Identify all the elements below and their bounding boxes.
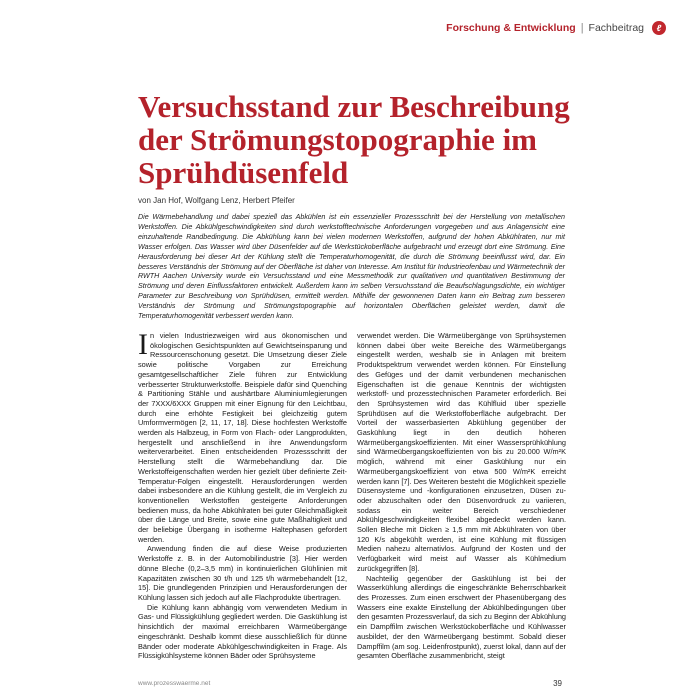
page-number: 39 bbox=[553, 679, 562, 688]
body-column-right bbox=[357, 331, 566, 661]
section-header bbox=[446, 21, 666, 35]
body-paragraph: Anwendung finden die auf diese Weise produzierten Werkstoffe z. B. in der Automobilindustrie [3]. Hier werden dünne Bleche (0,2–3,5 mm) in kontinuierlichen Glühlinien mit Kapazitäten zwischen 30 t/h und 125 t/h wärmebehandelt [12, 15]. Die grundlegenden Prinzipien und Herausforderungen der Kühlung lassen sich jedoch auf alle Flachprodukte übertragen. bbox=[138, 544, 347, 602]
drop-cap: I bbox=[138, 328, 148, 361]
header-category: Forschung & Entwicklung bbox=[446, 22, 576, 34]
body-paragraph bbox=[138, 328, 347, 544]
body-column-left bbox=[138, 328, 347, 661]
paragraph-text: n vielen Industriezweigen wird aus ökonomischen und ökologischen Gesichtspunkten auf Gewichtseinsparung und Ressourcenschonung gesetzt. Die Umsetzung dieser Ziele sowie politische Vorgaben zur Erreichung gesamtgesellschaftlicher Ziele führen zur Entwicklung verbesserter Strukturwerkstoffe. Beispiele dafür sind Quenching & Partitioning Stähle und aushärtbare Aluminiumlegierungen der 7XXX/6XXX Gruppen mit einer Eignung für den Leichtbau, durch eine erhöhte Festigkeit bei gleichzeitig gutem Umformvermögen [2, 11, 17, 18]. Diese hochfesten Werkstoffe werden als Halbzeug, in Form von Flach- oder Langprodukten, hergestellt und anschließend in ihre Anwendungsform weiterverarbeitet. Einen entscheidenden Prozessschritt der Herstellung stellt die Wärmebehandlung dar. Die Werkstoffeigenschaften werden hier gezielt über definierte Zeit-Temperatur-Folgen eingestellt. Herausforderungen werden dabei insbesondere an die Kühlung gestellt, die im Vergleich zu konventionellen Werkstoffen gesteigerte Anforderungen bedienen muss, da hohe Abkühlraten bei guter Gleichmäßigkeit über die Länge und Breite, sowie eine gute Maßhaltigkeit und der beliebige Übergang in isotherme Haltephasen gefordert werden. bbox=[138, 331, 347, 544]
body-paragraph: verwendet werden. Die Wärmeübergänge von Sprühsystemen können dabei über weite Bereiche des Wärmeübergangs eingestellt werden, weshalb sie in Anlagen mit breitem Produktspektrum verwendet werden können. Für Einstellung des Gefüges und der damit verbundenen mechanischen Eigenschaften ist die genaue Kenntnis der wichtigsten werkstoff- und prozesstechnischen Parameter erforderlich. Bei den Sprühsystemen wird das Kühlfluid über spezielle Sprühdüsen auf die Werkstoffoberfläche aufgebracht. Der Vorteil der wasserbasierten Abkühlung gegenüber der Gaskühlung liegt in den deutlich höheren Wärmeübergangskoeffizienten. Mit einer Wassersprühkühlung sind Wärmeübergangskoeffizienten von bis zu 20.000 W/m²K möglich, während mit einer Gaskühlung nur ein Wärmeübergangskoeffizient von etwa 500 W/m²K erreicht werden kann [7]. Des Weiteren besteht die Möglichkeit spezielle Düsensysteme und -konfigurationen einzusetzen, Düsen zu- oder abzuschalten oder den Düsenvordruck zu variieren, sodass ein weiter Bereich verschiedener Abkühlgeschwindigkeiten flexibel abgedeckt werden kann. Sollen Bleche mit Dicken ≥ 1,5 mm mit Abkühlraten von über 120 K/s abgekühlt werden, ist eine Kühlung mit flüssigen Medien nahezu alternativlos. Aufgrund der Kosten und der Verfügbarkeit wird meist auf Wasser als Kühlmedium zurückgegriffen [8]. bbox=[357, 331, 566, 573]
footer-url: www.prozesswaerme.net bbox=[138, 680, 211, 687]
body-paragraph: Nachteilig gegenüber der Gaskühlung ist bei der Wasserkühlung allerdings die eingeschränkte Beherrschbarkeit des Prozesses. Zum einen erschwert der Phasenübergang des Wassers eine exakte Einstellung der Abkühlbedingungen über den gesamten Prozessverlauf, da sich zu Beginn der Abkühlung ein Dampffilm zwischen Werkstückoberfläche und Kühlwasser ausbildet, der den Wärmeübergang bestimmt. Sobald dieser Dampffilm (am sog. Leidenfrostpunkt), zuerst lokal, dann auf der gesamten Oberfläche zusammenbricht, steigt bbox=[357, 573, 566, 661]
publication-logo-icon: ℓ bbox=[652, 21, 666, 35]
body-paragraph: Die Kühlung kann abhängig vom verwendeten Medium in Gas- und Flüssigkühlung gegliedert werden. Die Gaskühlung ist hinsichtlich der maximal erreichbaren Wärmeübergänge eingeschränkt. Deshalb kommt diese ausschließlich für dünne Bänder oder moderate Abkühlgeschwindigkeiten in Frage. Als Flüssigkühlsysteme können Bäder oder Sprühsysteme bbox=[138, 602, 347, 661]
header-type: Fachbeitrag bbox=[588, 22, 644, 34]
article-authors: von Jan Hof, Wolfgang Lenz, Herbert Pfeifer bbox=[138, 196, 295, 205]
header-separator: | bbox=[580, 22, 584, 34]
article-title: Versuchsstand zur Beschreibung der Strömungstopographie im Sprühdüsenfeld bbox=[138, 89, 570, 190]
article-abstract: Die Wärmebehandlung und dabei speziell das Abkühlen ist ein essenzieller Prozessschritt bei der Herstellung von metallischen Werkstoffen. Die Abkühlgeschwindigkeiten sind durch werkstofftechnische Anforderungen vorgegeben und aus Anlagensicht eine einzuhaltende Randbedingung. Die Abkühlung kann bei vielen modernen Werkstoffen, aufgrund der hohen Abkühlraten, nur mit Wasser erfolgen. Das Wasser wird über Düsenfelder auf die Werkstückoberfläche aufgebracht und erzeugt dort eine Strömung. Eine Herausforderung bei dieser Art der Kühlung stellt die Temperaturhomogenität, die durch die Strömung beeinflusst wird, dar. Ein besseres Verständnis der Strömung auf der Oberfläche ist daher von Interesse. Am Institut für Industrieofenbau und Wärmetechnik der RWTH Aachen University wurde ein Versuchsstand und eine Messmethodik zur qualitativen und quantitativen Bestimmung der Strömung und deren Einflussfaktoren entwickelt. Außerdem kann im selben Versuchsstand die Beaufschlagungsdichte, ein wichtiger Parameter zur Beschreibung von Sprühdüsen, ermittelt werden. Mithilfe der gewonnenen Daten kann ein Beitrag zum besseren Verständnis der Strömung und Strömungstopographie auf horizontalen Oberflächen geleistet werden, damit die Temperaturhomogenität verbessert werden kann. bbox=[138, 213, 565, 321]
